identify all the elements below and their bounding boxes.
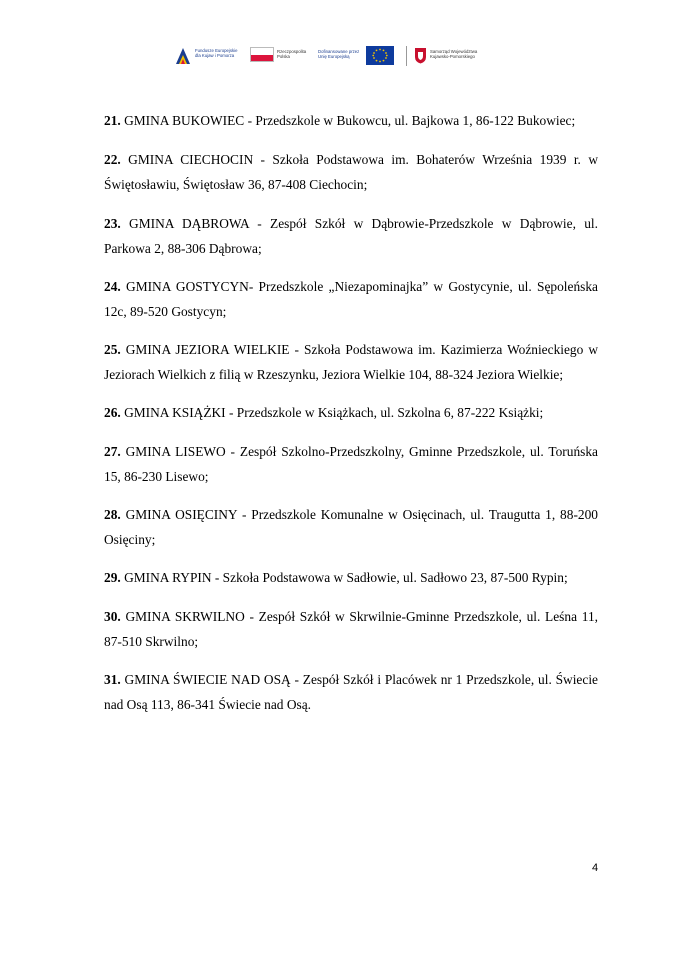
item-number: 24. [104,279,121,294]
list-item [104,565,598,590]
fundusze-europejskie-logo [174,44,248,68]
kujawsko-pomorskie-crest-icon [414,47,427,64]
page-number: 4 [592,862,599,874]
item-text: GMINA CIECHOCIN - Szkoła Podstawowa im. Bohaterów Września 1939 r. w Świętosławiu, Świętosław 36, 87-408 Ciechocin; [104,152,598,192]
list-item [104,667,598,717]
funding-logos-header [172,44,512,70]
list-item [104,147,598,197]
fundusze-europejskie-text: Fundusze Europejskie dla Kujaw i Pomorza [195,48,238,58]
item-text: GMINA RYPIN - Szkoła Podstawowa w Sadłowie, ul. Sadłowo 23, 87-500 Rypin; [120,570,568,585]
item-number: 31. [104,672,121,687]
kujawsko-pomorskie-text: Samorząd Województwa Kujawsko-Pomorskiego [430,49,478,59]
item-number: 21. [104,113,121,128]
item-text: GMINA ŚWIECIE NAD OSĄ - Zespół Szkół i Placówek nr 1 Przedszkole, ul. Świecie nad Osą 113, 86-341 Świecie nad Osą. [104,672,598,712]
item-number: 27. [104,444,121,459]
item-text: GMINA OSIĘCINY - Przedszkole Komunalne w Osięcinach, ul. Traugutta 1, 88-200 Osięciny; [104,507,598,547]
item-text: GMINA BUKOWIEC - Przedszkole w Bukowcu, ul. Bajkowa 1, 86-122 Bukowiec; [120,113,576,128]
fundusze-europejskie-icon [174,46,192,66]
list-item [104,108,598,133]
item-number: 25. [104,342,121,357]
list-item [104,604,598,654]
item-text: GMINA DĄBROWA - Zespół Szkół w Dąbrowie-Przedszkole w Dąbrowie, ul. Parkowa 2, 88-306 Dąbrowa; [104,216,598,256]
eu-funding-text: Dofinansowane przez Unię Europejską [318,49,360,59]
item-text: GMINA JEZIORA WIELKIE - Szkoła Podstawowa im. Kazimierza Woźnieckiego w Jeziorach Wielkich z filią w Rzeszynku, Jeziora Wielkie 104, 88-324 Jeziora Wielkie; [104,342,598,382]
item-number: 28. [104,507,121,522]
item-text: GMINA KSIĄŻKI - Przedszkole w Książkach, ul. Szkolna 6, 87-222 Książki; [120,405,544,420]
list-item [104,439,598,489]
list-item [104,274,598,324]
kujawsko-pomorskie-logo [414,44,514,68]
item-number: 22. [104,152,121,167]
list-item [104,502,598,552]
list-item [104,211,598,261]
eu-flag-icon [366,46,394,65]
item-number: 29. [104,570,121,585]
item-number: 30. [104,609,121,624]
rzeczpospolita-polska-text: Rzeczpospolita Polska [277,49,307,59]
item-number: 23. [104,216,121,231]
rzeczpospolita-polska-logo [250,44,314,68]
list-item [104,400,598,425]
logo-separator [406,46,407,66]
item-text: GMINA GOSTYCYN- Przedszkole „Niezapominajka” w Gostycynie, ul. Sępoleńska 12c, 89-520 Gostycyn; [104,279,598,319]
polish-flag-icon [250,47,274,62]
eu-funding-logo [318,44,398,68]
list-item [104,337,598,387]
item-number: 26. [104,405,121,420]
item-text: GMINA LISEWO - Zespół Szkolno-Przedszkolny, Gminne Przedszkole, ul. Toruńska 15, 86-230 Lisewo; [104,444,598,484]
item-text: GMINA SKRWILNO - Zespół Szkół w Skrwilnie-Gminne Przedszkole, ul. Leśna 11, 87-510 Skrwilno; [104,609,598,649]
